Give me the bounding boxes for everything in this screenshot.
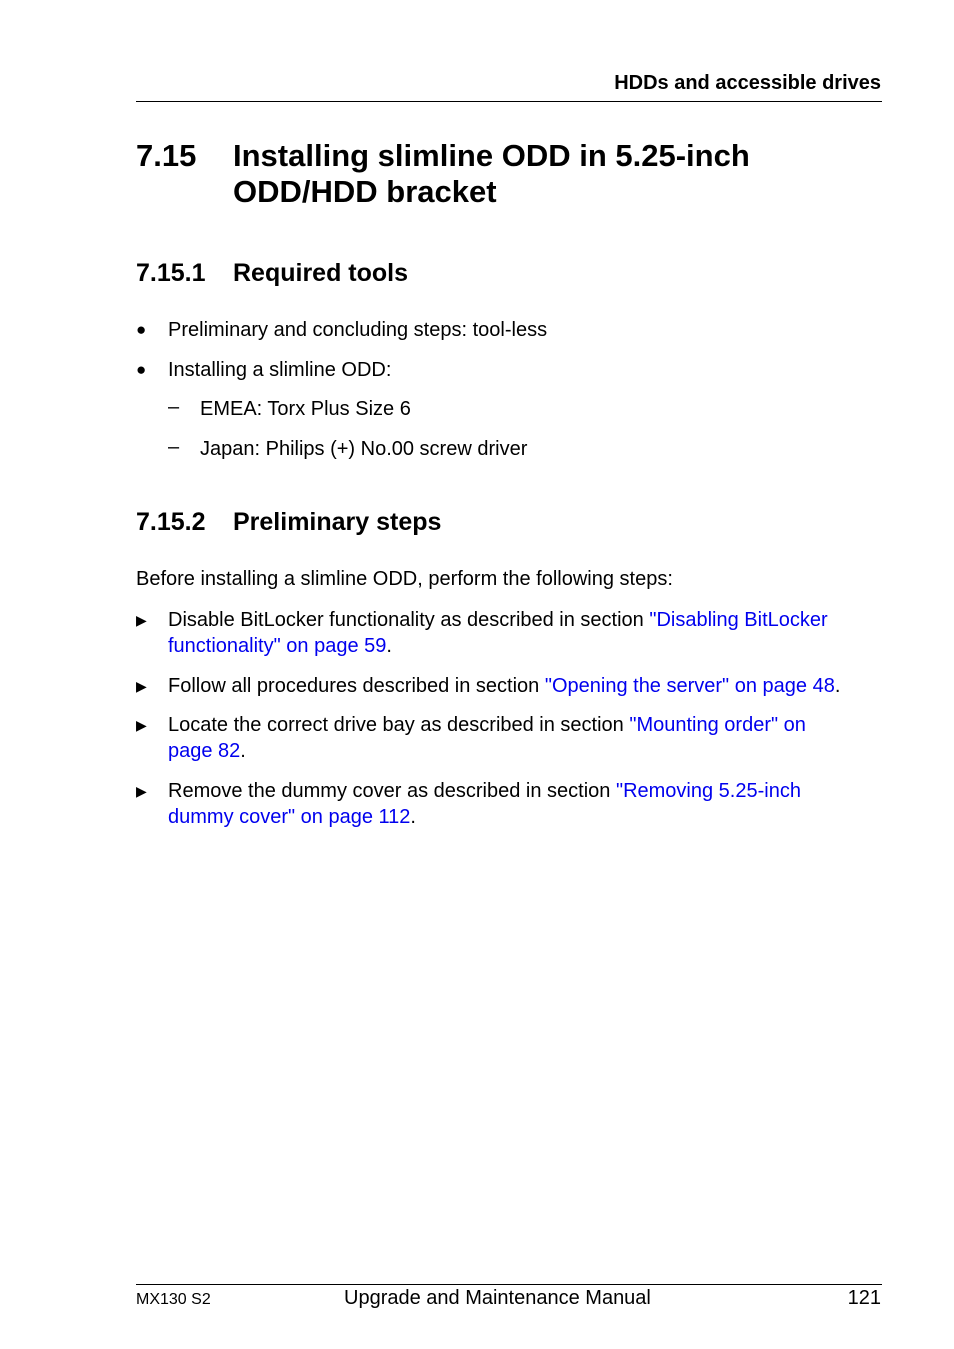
footer-manual-title: Upgrade and Maintenance Manual xyxy=(344,1287,651,1309)
bullet-icon: ● xyxy=(136,360,147,379)
bullet-icon: ● xyxy=(136,320,147,339)
link-mounting-order[interactable]: "Mounting order" on xyxy=(629,714,806,736)
page-number: 121 xyxy=(847,1287,881,1309)
intro-paragraph: Before installing a slimline ODD, perform the following steps: xyxy=(136,568,673,590)
sub-list-item: Japan: Philips (+) No.00 screw driver xyxy=(200,438,528,460)
arrow-right-icon: ▶ xyxy=(136,717,147,733)
arrow-right-icon: ▶ xyxy=(136,678,147,694)
section-title-line1: Installing slimline ODD in 5.25-inch xyxy=(233,138,750,173)
link-mounting-order-page[interactable]: page 82 xyxy=(168,740,241,762)
sub-list-item: EMEA: Torx Plus Size 6 xyxy=(200,398,411,420)
subsection-title-prelim: Preliminary steps xyxy=(233,508,442,536)
arrow-right-icon: ▶ xyxy=(136,612,147,628)
link-opening-server[interactable]: "Opening the server" on page 48 xyxy=(544,675,835,697)
link-removing-dummy-cover-page[interactable]: dummy cover" on page 112 xyxy=(168,806,411,828)
step-item: Locate the correct drive bay as described in section "Mounting order" on page 82. xyxy=(168,714,806,762)
link-removing-dummy-cover[interactable]: "Removing 5.25-inch xyxy=(615,780,801,802)
section-number: 7.15 xyxy=(136,138,197,173)
header-rule xyxy=(136,101,882,102)
step-item: Follow all procedures described in section "Opening the server" on page 48. xyxy=(168,675,841,697)
link-disabling-bitlocker-page[interactable]: functionality" on page 59 xyxy=(168,635,387,657)
footer-model: MX130 S2 xyxy=(136,1291,211,1308)
footer-rule xyxy=(136,1284,882,1285)
arrow-right-icon: ▶ xyxy=(136,783,147,799)
subsection-title-tools: Required tools xyxy=(233,259,409,287)
subsection-number-tools: 7.15.1 xyxy=(136,259,206,287)
list-item: Preliminary and concluding steps: tool-less xyxy=(168,319,548,341)
section-title-line2: ODD/HDD bracket xyxy=(233,174,497,209)
dash-icon: – xyxy=(168,396,180,418)
section-title xyxy=(233,138,873,210)
dash-icon: – xyxy=(168,436,180,458)
list-item: Installing a slimline ODD: xyxy=(168,359,392,381)
running-header: HDDs and accessible drives xyxy=(614,72,881,94)
step-item: Disable BitLocker functionality as described in section "Disabling BitLocker functionality" on page 59. xyxy=(168,609,828,657)
step-item: Remove the dummy cover as described in section "Removing 5.25-inch dummy cover" on page 112. xyxy=(168,780,801,828)
link-disabling-bitlocker[interactable]: "Disabling BitLocker xyxy=(649,609,828,631)
subsection-number-prelim: 7.15.2 xyxy=(136,508,206,536)
